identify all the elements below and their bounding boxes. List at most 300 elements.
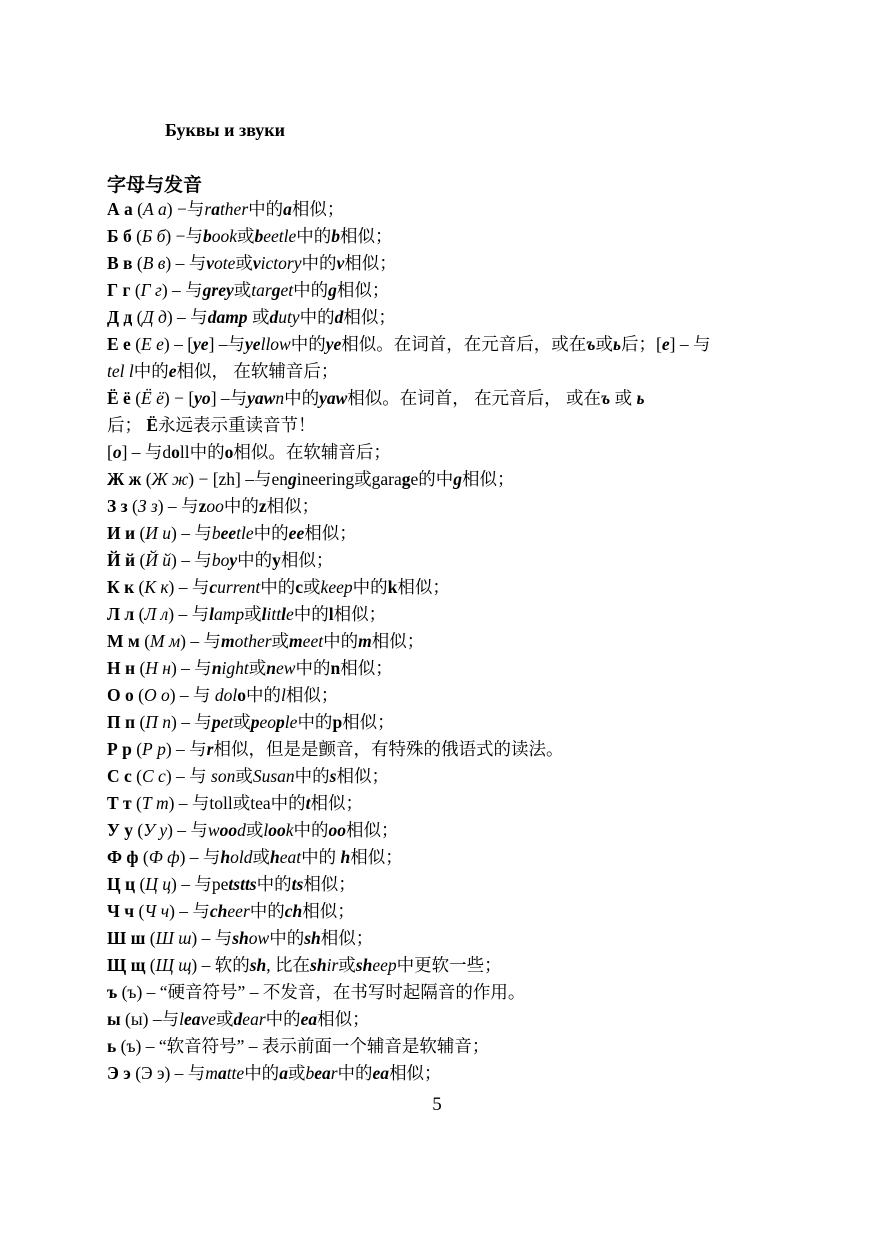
text-segment: oo xyxy=(328,820,347,840)
text-segment: ote xyxy=(213,253,236,273)
text-segment: 中的 xyxy=(290,334,326,354)
text-segment: Ш ш xyxy=(155,928,192,948)
text-segment: О о xyxy=(143,685,170,705)
text-segment: 中的 xyxy=(297,712,333,732)
text-segment: ( xyxy=(134,577,145,597)
text-segment: 中的 xyxy=(293,820,329,840)
text-segment: 或 xyxy=(248,658,267,678)
text-segment: son xyxy=(211,766,236,786)
text-segment: 相似； xyxy=(291,199,345,219)
text-segment: Щ щ xyxy=(107,955,146,975)
text-segment: Е е xyxy=(141,334,164,354)
text-segment: Ж ж xyxy=(151,469,189,489)
text-segment: d xyxy=(233,1009,243,1029)
heading-chinese: 字母与发音 xyxy=(107,174,203,196)
text-segment: d xyxy=(334,307,344,327)
text-segment: v xyxy=(336,253,345,273)
text-segment: k xyxy=(285,820,294,840)
text-segment: Ц ц xyxy=(145,874,172,894)
text-segment: l xyxy=(261,604,267,624)
text-segment: ь xyxy=(107,1036,117,1056)
text-segment: ( xyxy=(132,820,144,840)
text-segment: b xyxy=(254,226,264,246)
text-segment: h xyxy=(220,847,231,867)
text-segment: 相似，但是是颤音，有特殊的俄语式的读法。 xyxy=(213,739,564,759)
text-segment: 相似； xyxy=(285,685,339,705)
text-segment: 或 xyxy=(245,820,264,840)
text-segment: ts xyxy=(291,874,304,894)
text-segment: 中的 xyxy=(244,1063,280,1083)
text-line xyxy=(107,898,767,925)
text-segment: 相似； xyxy=(389,1063,442,1083)
text-segment: sh xyxy=(310,955,327,975)
text-segment: 中更软一些； xyxy=(396,955,502,975)
text-segment: П п xyxy=(107,712,136,732)
text-line xyxy=(107,736,767,763)
text-segment: ictory xyxy=(260,253,302,273)
text-segment: ch xyxy=(284,901,303,921)
text-segment: other xyxy=(234,631,272,651)
text-segment: (ъ) – “软音符号” – 表示前面一个辅音是软辅音； xyxy=(116,1036,490,1056)
text-line xyxy=(107,304,767,331)
text-segment: e xyxy=(661,334,670,354)
text-line xyxy=(107,466,767,493)
text-segment: tte xyxy=(226,1063,245,1083)
text-segment: ( xyxy=(132,307,143,327)
text-segment: Й й xyxy=(145,550,172,570)
text-segment: yo xyxy=(194,388,211,408)
text-line xyxy=(107,709,767,736)
text-segment: amp xyxy=(214,604,245,624)
text-segment: Б б xyxy=(141,226,166,246)
text-segment: 或 xyxy=(233,712,251,732)
text-segment: p xyxy=(211,712,221,732)
text-segment: 中的 xyxy=(301,253,337,273)
text-segment: ) – 与 xyxy=(171,550,212,570)
text-segment: l xyxy=(128,361,134,381)
text-segment: ( xyxy=(132,199,143,219)
text-segment: eetle xyxy=(263,226,297,246)
text-line xyxy=(107,925,767,952)
text-segment: y xyxy=(229,550,238,570)
text-segment: ( xyxy=(133,685,144,705)
text-segment: d xyxy=(269,307,279,327)
text-segment: ) – 与 xyxy=(169,901,210,921)
text-segment: m xyxy=(358,631,372,651)
text-segment: oo xyxy=(206,496,224,516)
text-segment: a xyxy=(279,1063,288,1083)
text-segment: ll中的 xyxy=(179,442,225,462)
text-segment: n xyxy=(275,388,285,408)
text-segment: l xyxy=(328,604,334,624)
text-segment: ew xyxy=(276,658,296,678)
text-segment: Ё ё xyxy=(107,388,131,408)
text-segment: 后；[ xyxy=(621,334,662,354)
text-segment: z xyxy=(198,496,207,516)
text-line xyxy=(107,979,767,1006)
text-segment: ) – 与 xyxy=(161,280,203,300)
text-segment: uty xyxy=(278,307,300,327)
text-segment: e的中 xyxy=(410,469,454,489)
text-segment: a xyxy=(283,199,292,219)
text-segment: ear xyxy=(242,1009,266,1029)
text-segment: old xyxy=(230,847,253,867)
text-segment: ) – 与 xyxy=(171,712,212,732)
text-segment: ve xyxy=(200,1009,217,1029)
text-segment: Щ щ xyxy=(155,955,192,975)
text-segment: tle xyxy=(236,523,254,543)
text-segment: ( xyxy=(134,604,145,624)
text-segment: ъ xyxy=(601,388,611,408)
text-segment: ( xyxy=(131,793,142,813)
text-line xyxy=(107,844,767,871)
text-segment: 中的 xyxy=(294,766,330,786)
text-segment: 中的 xyxy=(249,901,285,921)
text-segment: sh xyxy=(355,955,373,975)
text-segment: o xyxy=(224,442,234,462)
text-segment: 相似； xyxy=(344,253,397,273)
text-segment: ( xyxy=(131,739,143,759)
text-segment: ) – 与 xyxy=(165,766,212,786)
text-segment: Н н xyxy=(145,658,171,678)
text-segment: Л л xyxy=(144,604,169,624)
text-segment: ( xyxy=(131,226,142,246)
text-segment: Г г xyxy=(140,280,162,300)
text-line xyxy=(107,1060,767,1087)
text-segment: ee xyxy=(288,523,305,543)
text-segment: 中的 xyxy=(256,874,292,894)
text-segment: y xyxy=(272,550,281,570)
text-segment: Б б xyxy=(107,226,132,246)
text-segment: ye xyxy=(325,334,342,354)
text-segment: sh xyxy=(249,955,267,975)
text-segment: , 比在 xyxy=(266,955,311,975)
text-segment: У у xyxy=(143,820,168,840)
text-segment: Ж ж xyxy=(107,469,142,489)
text-segment: 永远表示重读音节！ xyxy=(158,415,316,435)
text-segment: ъ xyxy=(107,982,118,1002)
text-segment: r xyxy=(330,1063,338,1083)
text-segment: 或 xyxy=(244,604,262,624)
text-segment: 或 xyxy=(235,253,253,273)
text-segment: n xyxy=(211,658,222,678)
text-segment: Т т xyxy=(141,793,169,813)
text-segment: 中的 xyxy=(248,199,284,219)
text-segment: ) – 与 xyxy=(168,577,210,597)
text-segment: ) – [ xyxy=(163,334,194,354)
text-segment: ( xyxy=(135,523,146,543)
text-segment: d xyxy=(207,307,217,327)
text-segment: 或 xyxy=(237,226,255,246)
text-segment: З з xyxy=(137,496,158,516)
text-segment: 相似； xyxy=(266,496,320,516)
text-segment: Д д xyxy=(107,307,133,327)
text-segment: 中的 xyxy=(293,280,329,300)
text-segment: 或 xyxy=(233,280,252,300)
text-segment: 或 xyxy=(252,847,271,867)
text-segment: g xyxy=(401,469,411,489)
text-segment: ea xyxy=(314,1063,331,1083)
text-segment: b xyxy=(202,226,212,246)
text-segment: et xyxy=(280,280,294,300)
text-segment: ook xyxy=(211,226,238,246)
text-segment: ( xyxy=(130,388,142,408)
text-line xyxy=(107,196,767,223)
text-segment: te xyxy=(107,361,120,381)
text-segment: З з xyxy=(107,496,128,516)
text-segment: et xyxy=(220,712,234,732)
text-segment: ь xyxy=(636,388,645,408)
text-segment: ( xyxy=(141,469,152,489)
text-segment: ye xyxy=(245,334,261,354)
text-segment: dol xyxy=(214,685,238,705)
text-segment: 相似； xyxy=(342,712,395,732)
text-segment: ee xyxy=(220,523,237,543)
text-segment: А а xyxy=(107,199,133,219)
text-segment: yaw xyxy=(247,388,276,408)
text-segment: 中的 xyxy=(323,631,359,651)
text-line xyxy=(107,520,767,547)
text-segment: llow xyxy=(260,334,291,354)
text-segment: ) −与 xyxy=(165,226,203,246)
text-line xyxy=(107,250,767,277)
text-segment: И и xyxy=(145,523,172,543)
text-segment: 相似； xyxy=(350,847,403,867)
text-segment: ( xyxy=(135,550,146,570)
text-segment: rey xyxy=(211,280,234,300)
text-segment: Т т xyxy=(107,793,132,813)
text-segment: ea xyxy=(183,1009,201,1029)
text-segment: 或 xyxy=(271,631,290,651)
text-segment: eep xyxy=(372,955,397,975)
text-segment: ] –与 xyxy=(210,388,248,408)
text-segment: t xyxy=(305,793,311,813)
text-segment: ) – 软的 xyxy=(191,955,250,975)
text-segment: У у xyxy=(107,820,133,840)
text-segment: keep xyxy=(320,577,353,597)
text-segment: 相似； xyxy=(310,793,364,813)
text-segment: 中的 xyxy=(133,361,169,381)
text-segment: ь xyxy=(613,334,622,354)
text-segment: sh xyxy=(232,928,249,948)
text-segment: ) – 与 xyxy=(191,928,233,948)
text-segment: Ш ш xyxy=(107,928,146,948)
text-segment: l xyxy=(209,604,214,624)
text-segment: 相似； xyxy=(303,874,356,894)
text-segment: 相似； xyxy=(336,280,390,300)
text-segment: l xyxy=(179,1009,184,1029)
text-segment: ) −与 xyxy=(166,199,205,219)
text-segment: oo xyxy=(219,820,238,840)
text-segment: ) – 与 xyxy=(166,307,208,327)
text-segment: [ xyxy=(107,442,113,462)
text-segment: ) – 与 xyxy=(170,658,212,678)
text-segment: d xyxy=(237,820,246,840)
text-segment: 相似； xyxy=(346,820,399,840)
text-segment: b xyxy=(305,1063,315,1083)
letter-list xyxy=(107,196,767,1087)
text-segment: 中的 xyxy=(301,847,341,867)
text-segment: g xyxy=(288,469,297,489)
text-segment: ( xyxy=(127,496,138,516)
text-segment: a xyxy=(211,199,220,219)
text-segment: 或 xyxy=(287,1063,306,1083)
text-segment: 中的 xyxy=(299,307,335,327)
text-segment: 中的 xyxy=(337,1063,373,1083)
text-segment: sh xyxy=(304,928,321,948)
text-line xyxy=(107,412,767,439)
text-line xyxy=(107,574,767,601)
text-segment: 相似； xyxy=(340,658,393,678)
text-segment: 或 xyxy=(235,766,253,786)
text-segment: tar xyxy=(251,280,272,300)
text-segment: n xyxy=(330,658,341,678)
text-segment: Ё xyxy=(146,415,159,435)
text-line xyxy=(107,790,767,817)
text-segment: r xyxy=(206,739,214,759)
text-segment: С с xyxy=(141,766,166,786)
text-line xyxy=(107,601,767,628)
text-segment: 或 xyxy=(216,1009,234,1029)
text-segment: ) – 与 xyxy=(169,685,215,705)
text-segment: w xyxy=(207,820,220,840)
text-segment: 中的 xyxy=(284,388,320,408)
text-line xyxy=(107,763,767,790)
text-segment: g xyxy=(202,280,212,300)
text-segment: В в xyxy=(142,253,166,273)
text-segment: a xyxy=(217,1063,227,1083)
text-segment: Л л xyxy=(107,604,135,624)
text-line xyxy=(107,358,767,385)
text-segment: (ы) –与 xyxy=(120,1009,180,1029)
text-segment: ye xyxy=(193,334,209,354)
text-segment: e xyxy=(285,604,294,624)
text-segment: v xyxy=(206,253,214,273)
text-segment: ) − [zh] –与en xyxy=(188,469,289,489)
text-segment: ea xyxy=(300,1009,318,1029)
text-line xyxy=(107,655,767,682)
text-segment: ) – 与toll或tea中的 xyxy=(168,793,306,813)
text-line xyxy=(107,871,767,898)
text-segment: o xyxy=(237,685,247,705)
text-segment: bo xyxy=(211,550,230,570)
text-segment: 相似； xyxy=(280,550,334,570)
text-segment: П п xyxy=(145,712,172,732)
text-segment: itt xyxy=(266,604,282,624)
text-segment: ) – 与 xyxy=(168,604,210,624)
text-segment: ( xyxy=(135,712,146,732)
text-segment: ] – 与d xyxy=(121,442,172,462)
text-segment: ) – 与 xyxy=(165,253,207,273)
text-segment: z xyxy=(258,496,267,516)
text-segment: 相似； xyxy=(320,928,374,948)
text-segment: r xyxy=(204,199,212,219)
text-segment: h xyxy=(340,847,351,867)
text-segment: Ц ц xyxy=(107,874,136,894)
text-segment: b xyxy=(331,226,341,246)
text-line xyxy=(107,439,767,466)
text-segment: 相似。在词首， 在元音后， 或在 xyxy=(347,388,602,408)
text-segment: ъ xyxy=(586,334,596,354)
text-segment: o xyxy=(171,442,180,462)
text-segment: ( xyxy=(130,280,141,300)
text-segment: ( xyxy=(132,253,143,273)
text-segment: 或 xyxy=(303,577,321,597)
text-segment: g xyxy=(271,280,281,300)
text-segment: le xyxy=(284,712,298,732)
text-segment: tstts xyxy=(228,874,257,894)
text-segment: eo xyxy=(259,712,277,732)
text-segment: ( xyxy=(130,334,142,354)
text-segment: 相似； xyxy=(304,523,357,543)
text-segment: 中的 xyxy=(223,496,259,516)
text-segment: 或 xyxy=(338,955,356,975)
text-segment: l xyxy=(119,361,129,381)
text-segment: 相似； xyxy=(340,226,393,246)
text-segment: v xyxy=(252,253,261,273)
text-segment: b xyxy=(211,523,221,543)
text-segment: Ф ф xyxy=(107,847,139,867)
text-segment: ) – 与 xyxy=(171,523,212,543)
text-line xyxy=(107,493,767,520)
text-segment: ( xyxy=(138,847,149,867)
text-segment: e xyxy=(168,361,177,381)
text-segment: 相似； xyxy=(397,577,450,597)
text-line xyxy=(107,547,767,574)
text-segment: ineering或gara xyxy=(296,469,402,489)
text-segment: ( xyxy=(145,928,156,948)
text-segment: ) – 与 xyxy=(165,739,207,759)
text-segment: Д д xyxy=(142,307,167,327)
text-segment: ) − [ xyxy=(163,388,195,408)
text-segment: 中的 xyxy=(296,226,332,246)
text-segment: 中的 xyxy=(265,1009,301,1029)
text-segment: ir xyxy=(326,955,339,975)
text-segment: p xyxy=(332,712,343,732)
text-segment: Г г xyxy=(107,280,131,300)
text-segment: g xyxy=(328,280,337,300)
text-segment: 相似。在词首，在元音后，或在 xyxy=(341,334,587,354)
text-line xyxy=(107,817,767,844)
text-segment: 或 xyxy=(610,388,637,408)
text-segment: К к xyxy=(144,577,169,597)
text-segment: С с xyxy=(107,766,132,786)
text-segment: h xyxy=(270,847,280,867)
text-segment: ( xyxy=(145,955,156,975)
text-segment: ) – 与 xyxy=(179,847,221,867)
text-segment: ( xyxy=(135,658,146,678)
text-segment: ] – 与 xyxy=(669,334,711,354)
text-line xyxy=(107,628,767,655)
text-line xyxy=(107,1006,767,1033)
text-segment: Ч ч xyxy=(144,901,170,921)
text-segment: 相似， 在软辅音后； xyxy=(176,361,339,381)
text-segment: 中的 xyxy=(352,577,388,597)
text-segment: К к xyxy=(107,577,135,597)
text-segment: 相似； xyxy=(343,307,396,327)
text-segment: 中的 xyxy=(269,928,305,948)
text-segment: 中的 xyxy=(293,604,329,624)
text-segment: urrent xyxy=(217,577,261,597)
text-segment: Е е xyxy=(107,334,131,354)
text-segment: n xyxy=(266,658,277,678)
text-segment: 后； xyxy=(107,415,147,435)
text-segment: p xyxy=(250,712,260,732)
text-segment: oo xyxy=(268,820,286,840)
text-line xyxy=(107,223,767,250)
text-segment: (ъ) – “硬音符号” – 不发音，在书写时起隔音的作用。 xyxy=(117,982,526,1002)
text-line xyxy=(107,1033,767,1060)
